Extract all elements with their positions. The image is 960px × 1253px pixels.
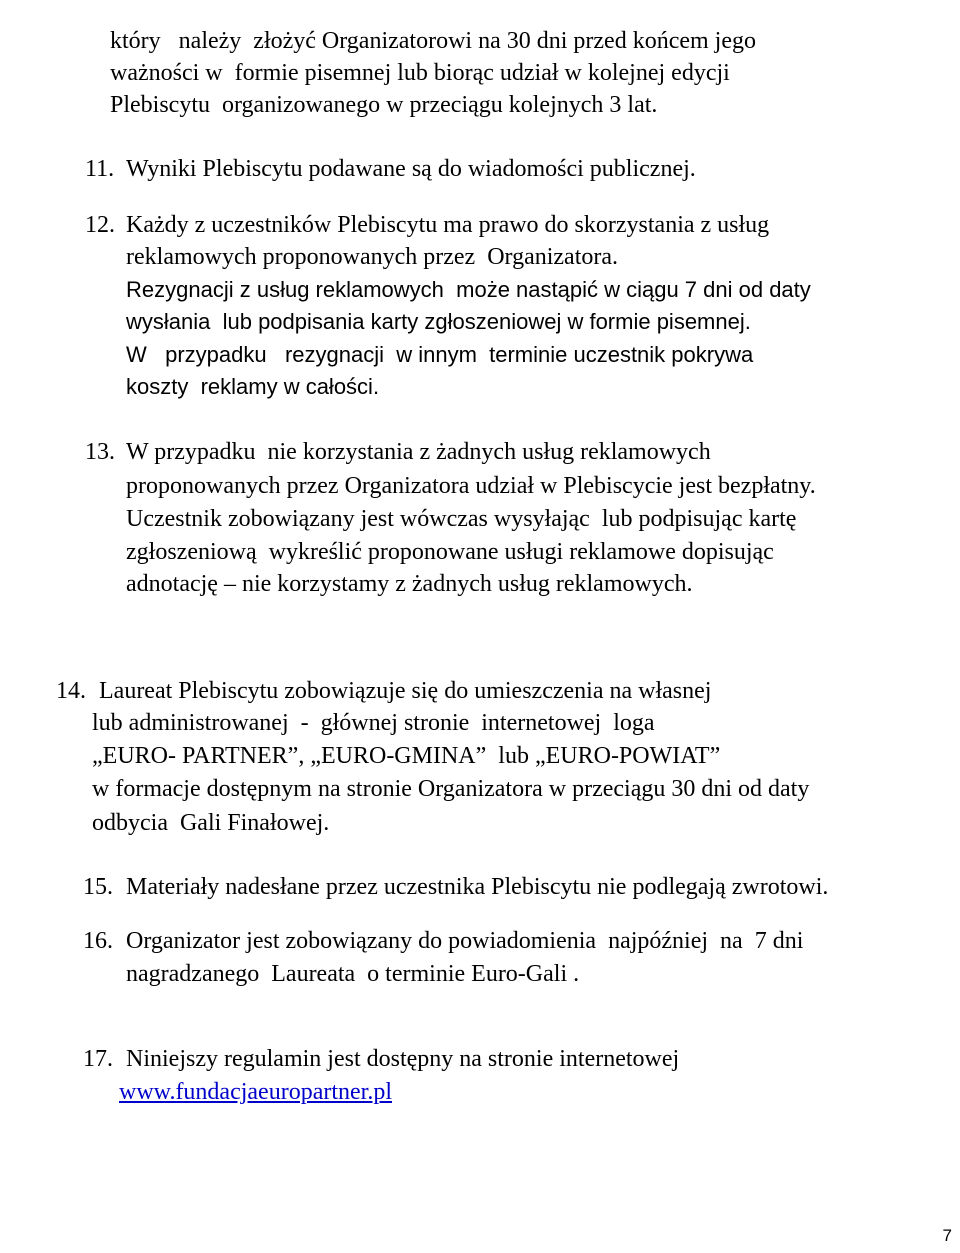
paragraph-line: Organizator jest zobowiązany do powiadomienia najpóźniej na 7 dni bbox=[126, 928, 804, 954]
item-number: 13. bbox=[85, 439, 115, 465]
paragraph-line: zgłoszeniową wykreślić proponowane usługi reklamowe dopisując bbox=[126, 539, 774, 565]
website-link[interactable]: www.fundacjaeuropartner.pl bbox=[119, 1079, 392, 1105]
page-number: 7 bbox=[942, 1226, 952, 1245]
paragraph-line: lub administrowanej - głównej stronie internetowej loga bbox=[92, 710, 655, 736]
paragraph-line: koszty reklamy w całości. bbox=[126, 374, 380, 399]
paragraph-line: Każdy z uczestników Plebiscytu ma prawo do skorzystania z usług bbox=[126, 212, 770, 238]
paragraph-line: Niniejszy regulamin jest dostępny na stronie internetowej bbox=[126, 1046, 680, 1072]
paragraph-line: W przypadku nie korzystania z żadnych usług reklamowych bbox=[126, 439, 711, 465]
paragraph-line: odbycia Gali Finałowej. bbox=[92, 810, 330, 836]
paragraph-line: „EURO- PARTNER”, „EURO-GMINA” lub „EURO-POWIAT” bbox=[92, 743, 721, 769]
item-number: 17. bbox=[83, 1046, 113, 1072]
paragraph-line: reklamowych proponowanych przez Organizatora. bbox=[126, 244, 619, 270]
paragraph-line: Wyniki Plebiscytu podawane są do wiadomości publicznej. bbox=[126, 156, 696, 182]
paragraph-line: Materiały nadesłane przez uczestnika Plebiscytu nie podlegają zwrotowi. bbox=[126, 874, 829, 900]
paragraph-line: W przypadku rezygnacji w innym terminie uczestnik pokrywa bbox=[126, 342, 754, 367]
paragraph-line: nagradzanego Laureata o terminie Euro-Gali . bbox=[126, 961, 580, 987]
paragraph-line: Uczestnik zobowiązany jest wówczas wysyłając lub podpisując kartę bbox=[126, 506, 797, 532]
paragraph-line: ważności w formie pisemnej lub biorąc udział w kolejnej edycji bbox=[110, 60, 730, 86]
paragraph-line: który należy złożyć Organizatorowi na 30 dni przed końcem jego bbox=[110, 28, 756, 54]
paragraph-line: adnotację – nie korzystamy z żadnych usług reklamowych. bbox=[126, 571, 693, 597]
item-number: 11. bbox=[85, 156, 115, 182]
paragraph-line: Rezygnacji z usług reklamowych może nastąpić w ciągu 7 dni od daty bbox=[126, 277, 811, 302]
item-number: 14. bbox=[56, 678, 86, 704]
item-number: 16. bbox=[83, 928, 113, 954]
paragraph-line: Plebiscytu organizowanego w przeciągu kolejnych 3 lat. bbox=[110, 92, 658, 118]
item-number: 15. bbox=[83, 874, 113, 900]
paragraph-line: Laureat Plebiscytu zobowiązuje się do umieszczenia na własnej bbox=[99, 678, 712, 704]
paragraph-line: wysłania lub podpisania karty zgłoszeniowej w formie pisemnej. bbox=[126, 309, 751, 334]
item-number: 12. bbox=[85, 212, 115, 238]
paragraph-line: proponowanych przez Organizatora udział w Plebiscycie jest bezpłatny. bbox=[126, 473, 816, 499]
paragraph-line: w formacje dostępnym na stronie Organizatora w przeciągu 30 dni od daty bbox=[92, 776, 810, 802]
